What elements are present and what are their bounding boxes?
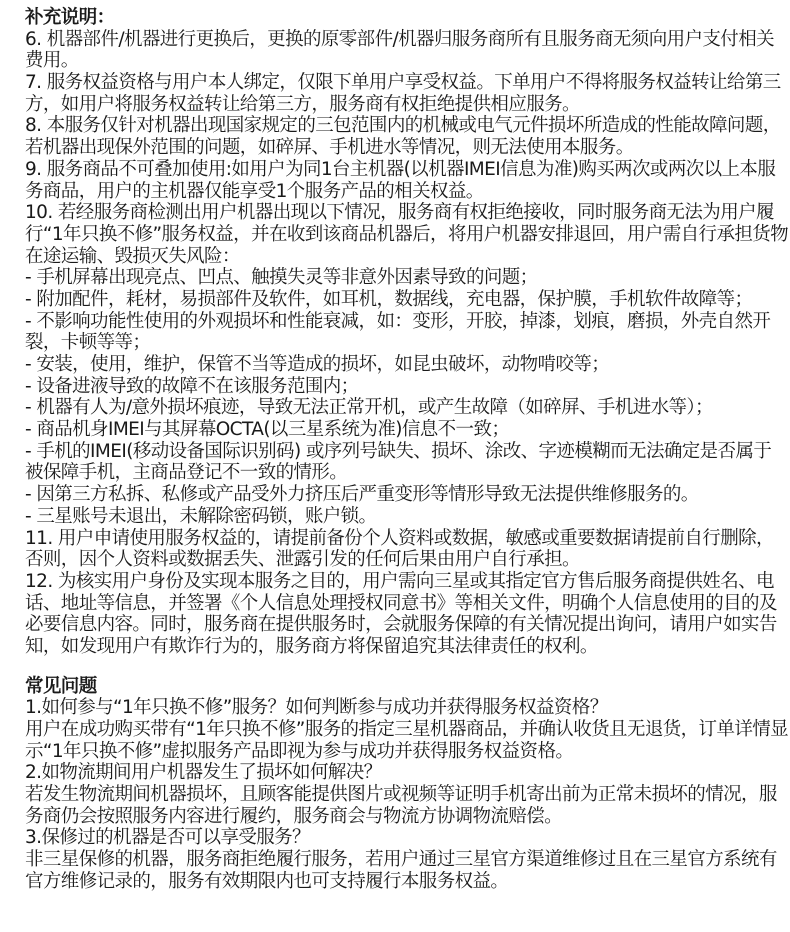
supplement-section: [25, 7, 789, 658]
supplement-line: 裂，卡顿等等；: [25, 332, 151, 354]
supplement-line: 若机器出现保外范围的问题，如碎屏、手机进水等情况，则无法使用本服务。: [25, 137, 634, 159]
document: [25, 7, 789, 893]
faq-line: 若发生物流期间机器损坏，且顾客能提供图片或视频等证明手机寄出前为正常未损坏的情况，服: [25, 784, 777, 806]
supplement-line: 务商品，用户的主机器仅能享受1个服务产品的相关权益。: [25, 180, 484, 202]
supplement-line: - 因第三方私拆、私修或产品受外力挤压后严重变形等情形导致无法提供维修服务的。: [25, 484, 699, 506]
supplement-line: - 设备进液导致的故障不在该服务范围内；: [25, 375, 359, 397]
supplement-line: 12. 为核实用户身份及实现本服务之目的，用户需向三星或其指定官方售后服务商提供姓名、电: [25, 570, 774, 592]
supplement-line: - 三星账号未退出，未解除密码锁，账户锁。: [25, 505, 377, 527]
supplement-line: 8. 本服务仅针对机器出现国家规定的三包范围内的机械或电气元件损坏所造成的性能故障问题，: [25, 115, 781, 137]
supplement-line: 9. 服务商品不可叠加使用:如用户为同1台主机器(以机器IMEI信息为准)购买两次或两次以上本服: [25, 158, 776, 180]
supplement-line: 10. 若经服务商检测出用户机器出现以下情况，服务商有权拒绝接收，同时服务商无法为用户履: [25, 202, 774, 224]
faq-line: 务商仍会按照服务内容进行履约，服务商会与物流方协调物流赔偿。: [25, 805, 563, 827]
supplement-line: 知，如发现用户有欺诈行为的，服务商方将保留追究其法律责任的权利。: [25, 635, 598, 657]
faq-line: 2.如物流期间用户机器发生了损坏如何解决？: [25, 762, 382, 784]
faq-line: 用户在成功购买带有“1年只换不修”服务的指定三星机器商品，并确认收货且无退货，订单详情显: [25, 719, 789, 740]
supplement-line: 费用。: [25, 50, 79, 72]
supplement-heading: 补充说明：: [25, 7, 115, 28]
supplement-line: 6. 机器部件/机器进行更换后，更换的原零部件/机器归服务商所有且服务商无须向用户支付相关: [25, 28, 775, 50]
supplement-line: 在途运输、毁损灭失风险：: [25, 245, 240, 267]
faq-line: 非三星保修的机器，服务商拒绝履行服务，若用户通过三星官方渠道维修过且在三星官方系统有: [25, 849, 777, 871]
faq-heading: 常见问题: [25, 675, 97, 697]
supplement-line: - 手机屏幕出现亮点、凹点、触摸失灵等非意外因素导致的问题；: [25, 267, 538, 289]
section-gap: [25, 658, 785, 676]
supplement-line: 被保障手机，主商品登记不一致的情形。: [25, 462, 348, 484]
faq-line: 示“1年只换不修”虚拟服务产品即视为参与成功并获得服务权益资格。: [25, 740, 574, 762]
faq-section: [25, 675, 789, 893]
faq-line: 官方维修记录的，服务有效期限内也可支持履行本服务权益。: [25, 870, 509, 892]
supplement-line: 11. 用户申请使用服务权益的，请提前备份个人资料或数据，敏感或重要数据请提前自行删除，: [25, 527, 774, 549]
supplement-line: 方，如用户将服务权益转让给第三方，服务商有权拒绝提供相应服务。: [25, 93, 580, 115]
supplement-line: - 不影响功能性使用的外观损坏和性能衰减，如：变形，开胶，掉漆，划痕，磨损，外壳自然开: [25, 310, 771, 332]
supplement-line: 必要信息内容。同时，服务商在提供服务时，会就服务保障的有关情况提出询问，请用户如实告: [25, 614, 777, 636]
supplement-line: 行“1年只换不修”服务权益，并在收到该商品机器后，将用户机器安排退回，用户需自行承担货物: [25, 223, 789, 245]
faq-line: 3.保修过的机器是否可以享受服务？: [25, 827, 310, 849]
supplement-line: 话、地址等信息，并签署《个人信息处理授权同意书》等相关文件，明确个人信息使用的目的及: [25, 592, 777, 614]
supplement-line: 否则，因个人资料或数据丢失、泄露引发的任何后果由用户自行承担。: [25, 549, 580, 571]
faq-text: [25, 697, 789, 892]
supplement-line: - 手机的IMEI(移动设备国际识别码) 或序列号缺失、损坏、涂改、字迹模糊而无法确定是否属于: [25, 440, 772, 462]
faq-line: 1.如何参与“1年只换不修”服务？如何判断参与成功并获得服务权益资格？: [25, 697, 608, 719]
supplement-line: - 安装，使用，维护，保管不当等造成的损坏，如昆虫破坏，动物啃咬等；: [25, 354, 610, 375]
supplement-text: [25, 28, 789, 658]
supplement-line: - 商品机身IMEI与其屏幕OCTA(以三星系统为准)信息不一致；: [25, 419, 510, 441]
supplement-line: - 机器有人为/意外损坏痕迹，导致无法正常开机，或产生故障（如碎屏、手机进水等）；: [25, 397, 713, 419]
supplement-line: 7. 服务权益资格与用户本人绑定，仅限下单用户享受权益。下单用户不得将服务权益转让给第三: [25, 72, 781, 94]
supplement-line: - 附加配件，耗材，易损部件及软件，如耳机，数据线，充电器，保护膜，手机软件故障等；: [25, 288, 753, 310]
